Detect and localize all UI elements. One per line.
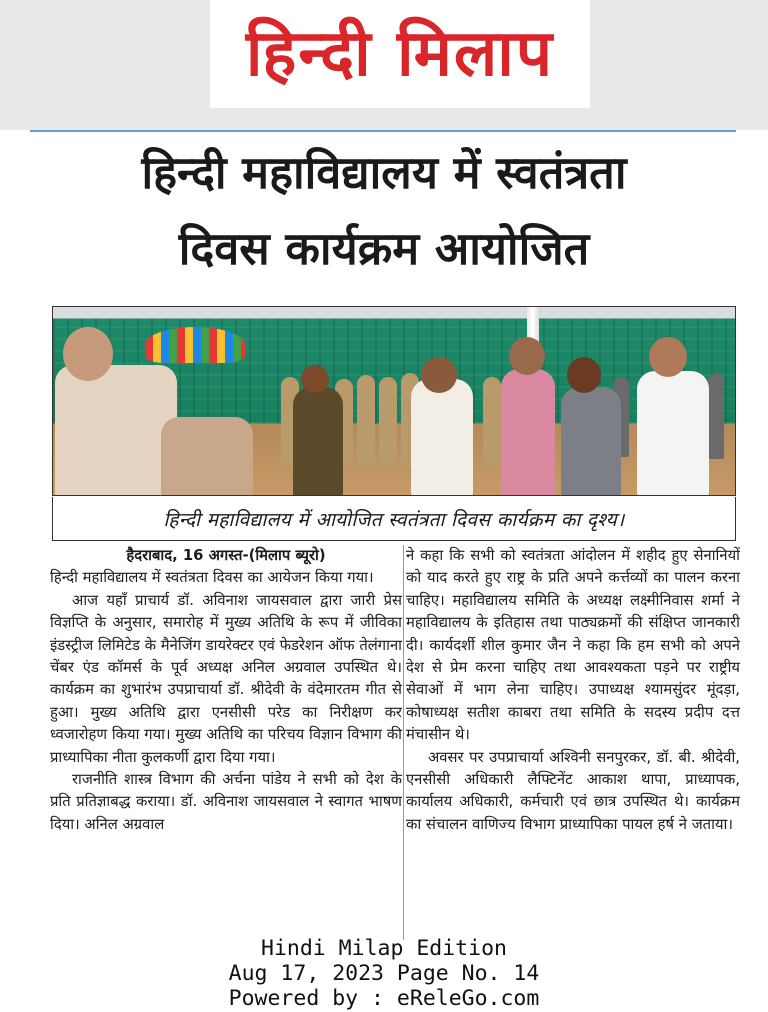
headline-line-1: हिन्दी महाविद्यालय में स्वतंत्रता <box>141 146 627 199</box>
footer-edition: Hindi Milap Edition <box>261 936 507 961</box>
paragraph: हिन्दी महाविद्यालय में स्वतंत्रता दिवस का आयेजन किया गया। <box>50 569 374 587</box>
paragraph: ने कहा कि सभी को स्वतंत्रता आंदोलन में शहीद हुए सेनानियों को याद करते हुए राष्ट्र के प्रति अपने कर्त्तव्यों का पालन करना चाहिए। महाविद्यालय समिति के अध्यक्ष लक्ष्मीनिवास शर्मा ने महाविद्यालय के इतिहास तथा पाठ्यक्रमों की संक्षिप्त जानकारी दी। कार्यदर्शी शील कुमार जैन ने कहा कि हम सभी को अपने देश से प्रेम करना चाहिए तथा आवश्यकता पड़ने पर राष्ट्रीय सेवाओं में भाग लेना चाहिए। उपाध्यक्ष श्यामसुंदर मूंदड़ा, कोषाध्यक्ष सतीश काबरा तथा समिति के सदस्य प्रदीप दत्त मंचासीन थे। <box>406 547 740 744</box>
header-rule <box>30 130 736 132</box>
article-column-left <box>50 545 402 836</box>
article-headline <box>20 135 748 287</box>
headline-line-2: दिवस कार्यक्रम आयोजित <box>178 222 590 275</box>
footer-powered-by[interactable]: Powered by : eReleGo.com <box>228 986 540 1011</box>
column-divider <box>403 545 404 940</box>
paragraph: आज यहाँ प्राचार्य डॉ. अविनाश जायसवाल द्वारा जारी प्रेस विज्ञप्ति के अनुसार, समारोह में मुख्य अतिथि के रूप में जीविका इंडस्ट्रीज लिमिटेड के मैनेजिंग डायरेक्टर एवं फेडरेशन ऑफ तेलंगाना चेंबर एंड कॉमर्स के पूर्व अध्यक्ष अनिल अग्रवाल उपस्थित थे। कार्यक्रम का शुभारंभ उपप्राचार्या डॉ. श्रीदेवी के वंदेमारतम गीत से हुआ। मुख्य अतिथि द्वारा एनसीसी परेड का निरीक्षण कर ध्वजारोहण किया गया। मुख्य अतिथि का परिचय विज्ञान विभाग की प्राध्यापिका नीता कुलकर्णी द्वारा दिया गया। <box>50 591 402 766</box>
paragraph: राजनीति शास्त्र विभाग की अर्चना पांडेय ने सभी को देश के प्रति प्रतिज्ञाबद्ध कराया। डॉ. अविनाश जायसवाल ने स्वागत भाषण दिया। अनिल अग्रवाल <box>50 771 402 833</box>
article-photo <box>52 306 736 496</box>
paragraph: अवसर पर उपप्राचार्या अश्विनी सनपुरकर, डॉ. बी. श्रीदेवी, एनसीसी अधिकारी लैफ्टिनेंट आकाश थापा, प्राध्यापक, कार्यालय अधिकारी, कर्मचारी एवं छात्र उपस्थित थे। कार्यक्रम का संचालन वाणिज्य विभाग प्राध्यापिका पायल हर्ष ने जताया। <box>406 748 740 833</box>
masthead-logo <box>210 0 590 108</box>
dateline: हैदराबाद, 16 अगस्त-(मिलाप ब्यूरो) <box>126 547 326 564</box>
article-column-right <box>406 545 740 836</box>
masthead-title: हिन्दी मिलाप <box>245 16 555 91</box>
photo-caption: हिन्दी महाविद्यालय में आयोजित स्वतंत्रता दिवस कार्यक्रम का दृश्य। <box>52 497 736 541</box>
edition-footer <box>0 936 768 1011</box>
footer-date-page: Aug 17, 2023 Page No. 14 <box>228 961 540 986</box>
